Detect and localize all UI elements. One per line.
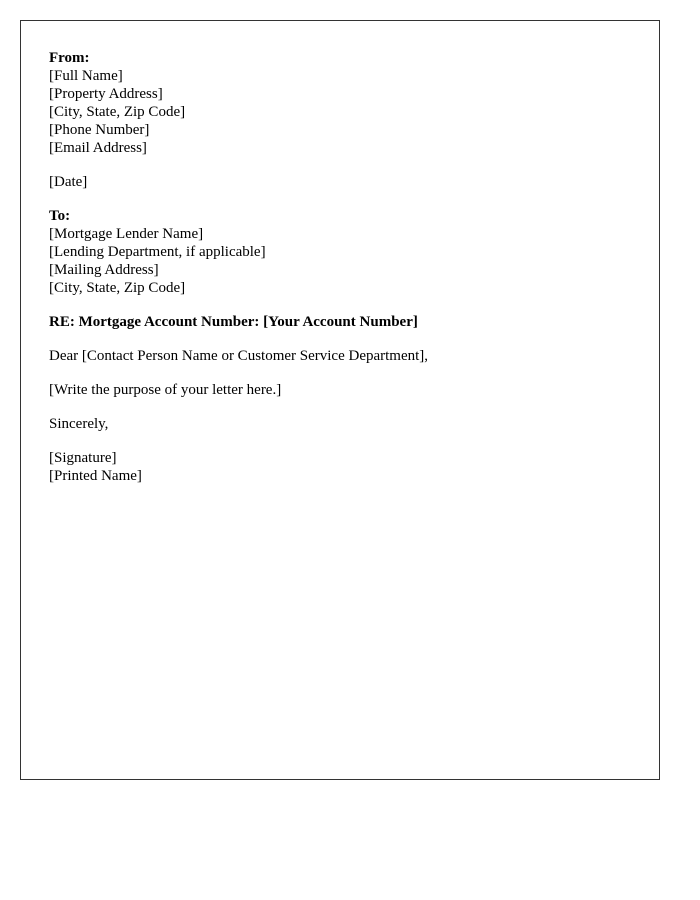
- spacer: [49, 365, 631, 381]
- recipient-city-state-zip: [City, State, Zip Code]: [49, 280, 186, 296]
- date-block: [49, 173, 631, 191]
- spacer: [49, 191, 631, 207]
- sender-full-name: [Full Name]: [49, 68, 123, 84]
- salutation: Dear [Contact Person Name or Customer Service Department],: [49, 348, 429, 364]
- sender-block: [49, 49, 631, 157]
- signature-block: [49, 449, 631, 485]
- recipient-department: [Lending Department, if applicable]: [49, 244, 266, 260]
- spacer: [49, 331, 631, 347]
- spacer: [49, 433, 631, 449]
- closing: Sincerely,: [49, 416, 109, 432]
- subject-block: [49, 313, 631, 331]
- spacer: [49, 399, 631, 415]
- letter-date: [Date]: [49, 174, 88, 190]
- salutation-block: [49, 347, 631, 365]
- recipient-lender-name: [Mortgage Lender Name]: [49, 226, 204, 242]
- body-block: [49, 381, 631, 399]
- printed-name: [Printed Name]: [49, 468, 142, 484]
- letter-body: [Write the purpose of your letter here.]: [49, 382, 282, 398]
- recipient-mailing-address: [Mailing Address]: [49, 262, 159, 278]
- signature: [Signature]: [49, 450, 117, 466]
- closing-block: [49, 415, 631, 433]
- sender-city-state-zip: [City, State, Zip Code]: [49, 104, 186, 120]
- to-label: To:: [49, 208, 71, 224]
- spacer: [49, 157, 631, 173]
- sender-email: [Email Address]: [49, 140, 147, 156]
- subject-line: RE: Mortgage Account Number: [Your Account Number]: [49, 314, 418, 330]
- sender-phone: [Phone Number]: [49, 122, 150, 138]
- from-label: From:: [49, 50, 90, 66]
- sender-property-address: [Property Address]: [49, 86, 163, 102]
- recipient-block: [49, 207, 631, 297]
- letter-page: [20, 20, 660, 780]
- spacer: [49, 297, 631, 313]
